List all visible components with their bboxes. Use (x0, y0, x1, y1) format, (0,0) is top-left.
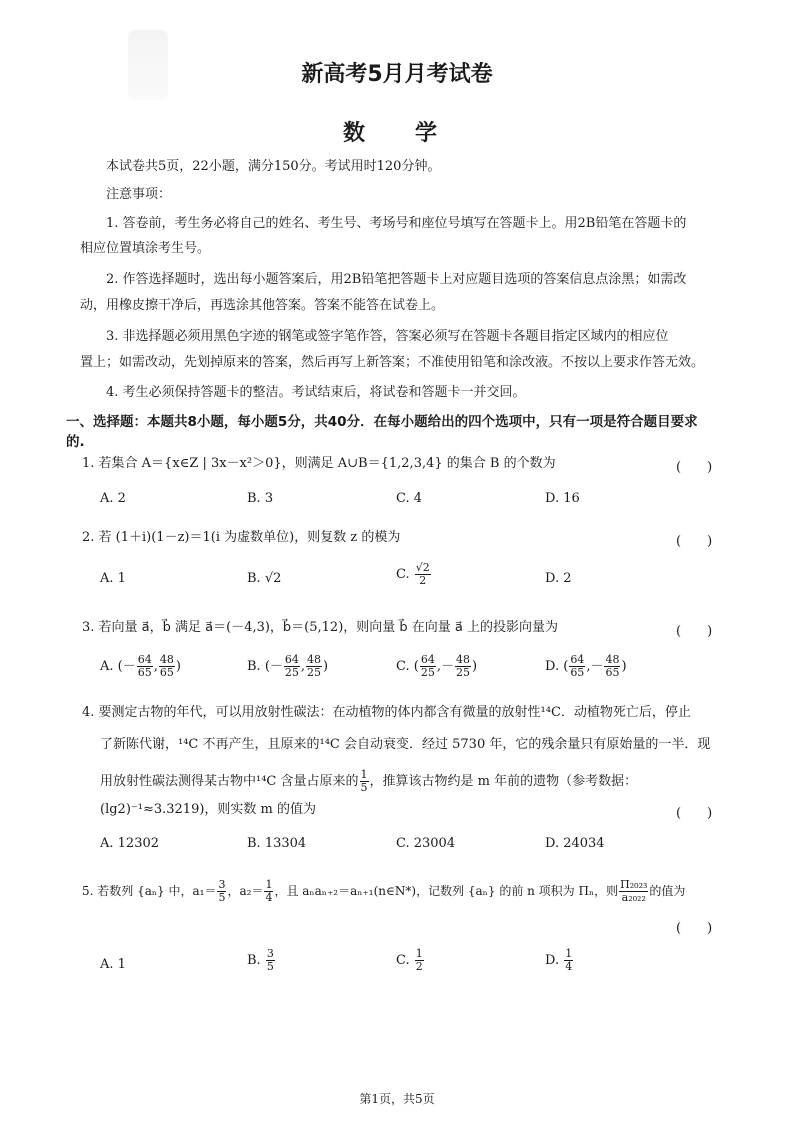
q4-line-1: 4. 要测定古物的年代，可以用放射性碳法：在动植物的体内都含有微量的放射性¹⁴C．动植物死亡后，停止 (82, 705, 691, 720)
q4-line-2: 了新陈代谢，¹⁴C 不再产生，且原来的¹⁴C 会自动衰变．经过 5730 年，它的残余量只有原始量的一半．现 (100, 737, 711, 752)
q1-stem: 1. 若集合 A＝{x∈Z | 3x－x²＞0}，则满足 A∪B＝{1,2,3,4} 的集合 B 的个数为 (82, 456, 556, 471)
note-1b: 相应位置填涂考生号。 (80, 241, 211, 256)
page-footer: 第1页，共5页 (359, 1092, 435, 1106)
note-3b: 置上；如需改动，先划掉原来的答案，然后再写上新答案；不准使用铅笔和涂改液。不按以上要求作答无效。 (80, 355, 705, 370)
q3-option-b: B. (－ $\frac{64}{25}$ , $\frac{48}{25}$ ) (247, 653, 329, 679)
q5-stem: 5. 若数列 {aₙ} 中，a₁＝ $\frac{3}{5}$ ，a₂＝ $\frac{1}{4}$ ，且 aₙaₙ₊₂＝aₙ₊₁(n∈N*)，记数列 {aₙ} 的前 n 项积为 Πₙ，则 $\frac{\text{Π₂₀₂₃}}{\text{a₂₀₂₂}}$ 的值为 (82, 878, 686, 904)
q2-option-a: A. 1 (100, 571, 126, 586)
q4-line-3: 用放射性碳法测得某古物中¹⁴C 含量占原来的 $\frac{1}{5}$ ，推算该古物约是 m 年前的遗物（参考数据： (100, 768, 638, 794)
section-heading: 一、选择题：本题共8小题，每小题5分，共40分．在每小题给出的四个选项中，只有一项是符合题目要求 (66, 414, 698, 430)
section-heading-cont: 的. (66, 434, 85, 450)
q2-option-c: C. $\frac{√2}{2}$ (396, 561, 430, 587)
q2-option-b: B. √2 (247, 571, 282, 586)
q4-option-b: B. 13304 (247, 836, 307, 851)
note-4: 4. 考生必须保持答题卡的整洁。考试结束后，将试卷和答题卡一并交回。 (106, 385, 526, 400)
intro-line: 本试卷共5页，22小题，满分150分。考试用时120分钟。 (106, 159, 441, 174)
q5-option-b: B. $\frac{3}{5}$ (247, 947, 274, 973)
q4-line-4: (lg2)⁻¹≈3.3219)，则实数 m 的值为 (100, 802, 317, 817)
q4-option-c: C. 23004 (396, 836, 456, 851)
q1-answer-paren: ( ) (676, 460, 713, 475)
q5-option-c: C. $\frac{1}{2}$ (396, 947, 423, 973)
q2-option-d: D. 2 (545, 571, 572, 586)
q4-option-d: D. 24034 (545, 836, 605, 851)
q2-stem: 2. 若 (1＋i)(1－z)＝1(i 为虚数单位)，则复数 z 的模为 (82, 530, 401, 545)
q4-option-a: A. 12302 (100, 836, 160, 851)
note-2b: 动，用橡皮擦干净后，再选涂其他答案。答案不能答在试卷上。 (80, 298, 445, 313)
exam-title: 新高考5月月考试卷 (301, 62, 493, 87)
note-3a: 3. 非选择题必须用黑色字迹的钢笔或签字笔作答，答案必须写在答题卡各题目指定区域内的相应位 (106, 329, 669, 344)
q3-answer-paren: ( ) (676, 624, 713, 639)
notes-title: 注意事项： (106, 187, 172, 202)
note-1a: 1. 答卷前，考生务必将自己的姓名、考生号、考场号和座位号填写在答题卡上。用2B铅笔在答题卡的 (106, 216, 687, 231)
subject-title: 数 学 (342, 121, 451, 146)
note-2a: 2. 作答选择题时，选出每小题答案后，用2B铅笔把答题卡上对应题目选项的答案信息点涂黑；如需改 (106, 272, 687, 287)
q3-option-a: A. (－ $\frac{64}{65}$ , $\frac{48}{65}$ ) (100, 653, 181, 679)
q3-option-c: C. ( $\frac{64}{25}$ ,－ $\frac{48}{25}$ ) (396, 653, 478, 679)
q1-option-d: D. 16 (545, 491, 580, 506)
q1-option-a: A. 2 (100, 491, 126, 506)
q3-stem: 3. 若向量 a⃗，b⃗ 满足 a⃗＝(－4,3)，b⃗＝(5,12)，则向量 b⃗ 在向量 a⃗ 上的投影向量为 (82, 620, 559, 635)
q5-answer-paren: ( ) (676, 921, 713, 936)
q5-option-d: D. $\frac{1}{4}$ (545, 947, 573, 973)
q2-answer-paren: ( ) (676, 534, 713, 549)
q5-option-a: A. 1 (100, 957, 126, 972)
q1-option-c: C. 4 (396, 491, 423, 506)
q3-option-d: D. ( $\frac{64}{65}$ ,－ $\frac{48}{65}$ ) (545, 653, 627, 679)
q4-answer-paren: ( ) (676, 806, 713, 821)
q1-option-b: B. 3 (247, 491, 274, 506)
